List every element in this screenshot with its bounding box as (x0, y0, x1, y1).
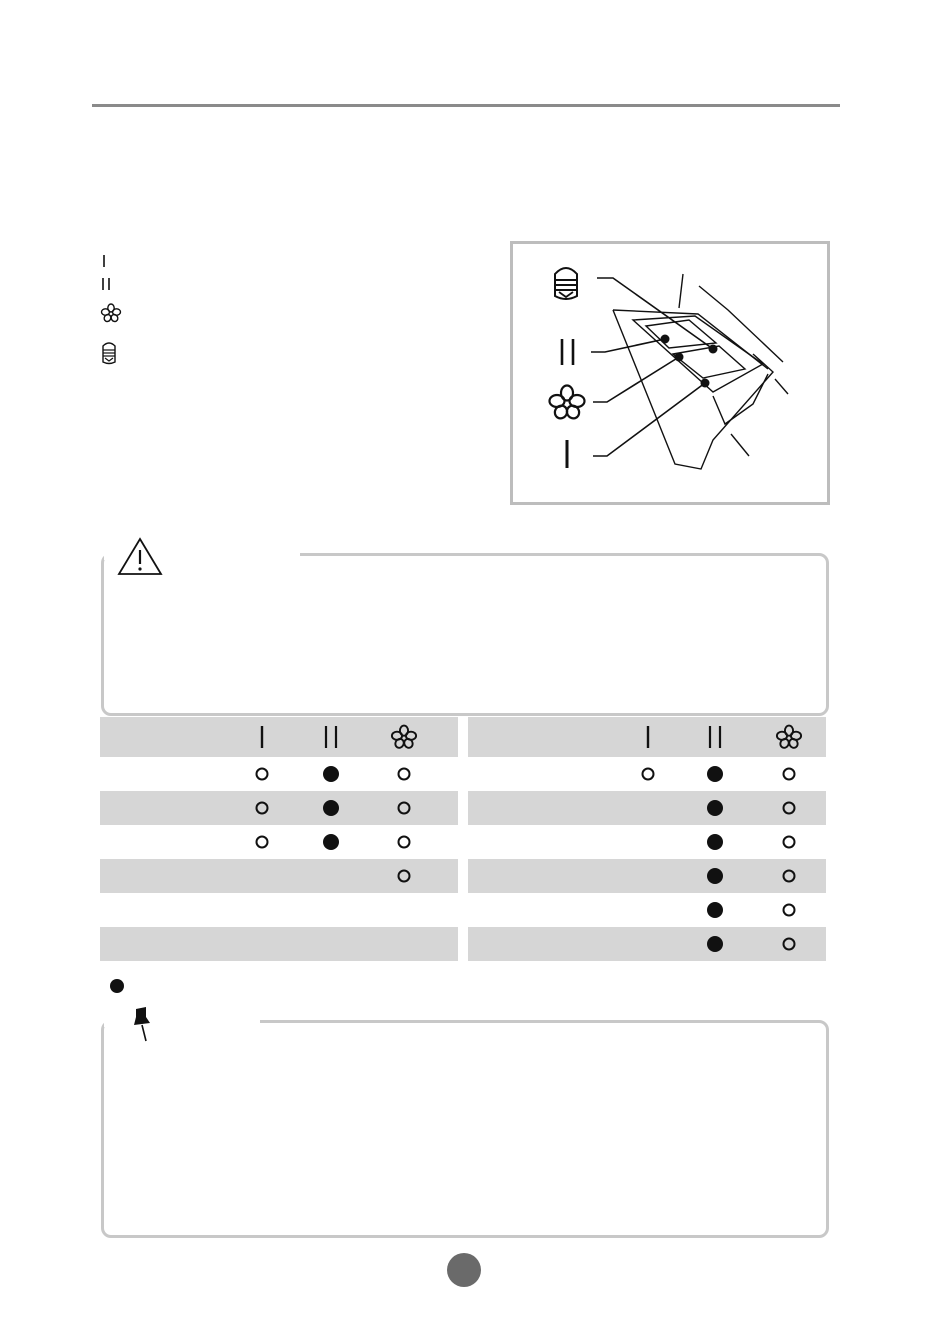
prewash-compartment-icon (100, 254, 110, 268)
table-row (468, 893, 826, 927)
page-number-badge (447, 1253, 481, 1287)
softener-compartment-icon (550, 386, 585, 421)
header-rule (92, 104, 840, 107)
prewash-compartment-icon (643, 724, 653, 750)
table-header-row (100, 717, 458, 757)
filled-dot-icon (110, 979, 124, 993)
open-circle-icon (642, 768, 655, 781)
filled-dot-icon (323, 766, 339, 782)
open-circle-icon (783, 938, 796, 951)
open-circle-icon (256, 802, 269, 815)
filled-dot-icon (707, 902, 723, 918)
table-header-row (468, 717, 826, 757)
warning-notice-box (101, 553, 829, 716)
filled-dot-icon (323, 834, 339, 850)
dispenser-drawer-illustration (513, 244, 827, 502)
filled-dot-icon (707, 834, 723, 850)
dispenser-figure (510, 241, 830, 505)
liquid-detergent-insert-icon (100, 340, 118, 366)
open-circle-icon (398, 870, 411, 883)
open-circle-icon (783, 802, 796, 815)
table-row (468, 927, 826, 961)
open-circle-icon (783, 870, 796, 883)
open-circle-icon (398, 802, 411, 815)
filled-dot-icon (707, 868, 723, 884)
table-row (468, 859, 826, 893)
main-wash-compartment-icon (706, 724, 724, 750)
softener-compartment-icon (100, 303, 122, 323)
table-row (468, 825, 826, 859)
table-row (100, 859, 458, 893)
table-row (468, 791, 826, 825)
warning-triangle-icon (116, 536, 164, 578)
liquid-detergent-insert-icon (555, 268, 577, 299)
open-circle-icon (256, 836, 269, 849)
table-row (468, 757, 826, 791)
pushpin-icon (126, 1005, 158, 1045)
dosage-table-right (468, 717, 826, 961)
open-circle-icon (783, 836, 796, 849)
open-circle-icon (398, 836, 411, 849)
open-circle-icon (783, 904, 796, 917)
softener-compartment-icon (390, 724, 418, 750)
main-wash-compartment-icon (322, 724, 340, 750)
table-row (100, 893, 458, 927)
filled-dot-icon (707, 800, 723, 816)
table-row (100, 757, 458, 791)
table-row (100, 927, 458, 961)
filled-dot-icon (707, 766, 723, 782)
main-wash-compartment-icon (100, 277, 114, 291)
table-row (100, 825, 458, 859)
dosage-table-left (100, 717, 458, 961)
main-wash-compartment-icon (562, 339, 573, 365)
softener-compartment-icon (775, 724, 803, 750)
note-box (101, 1020, 829, 1238)
filled-dot-icon (323, 800, 339, 816)
open-circle-icon (256, 768, 269, 781)
filled-dot-icon (707, 936, 723, 952)
open-circle-icon (783, 768, 796, 781)
prewash-compartment-icon (257, 724, 267, 750)
open-circle-icon (398, 768, 411, 781)
table-row (100, 791, 458, 825)
